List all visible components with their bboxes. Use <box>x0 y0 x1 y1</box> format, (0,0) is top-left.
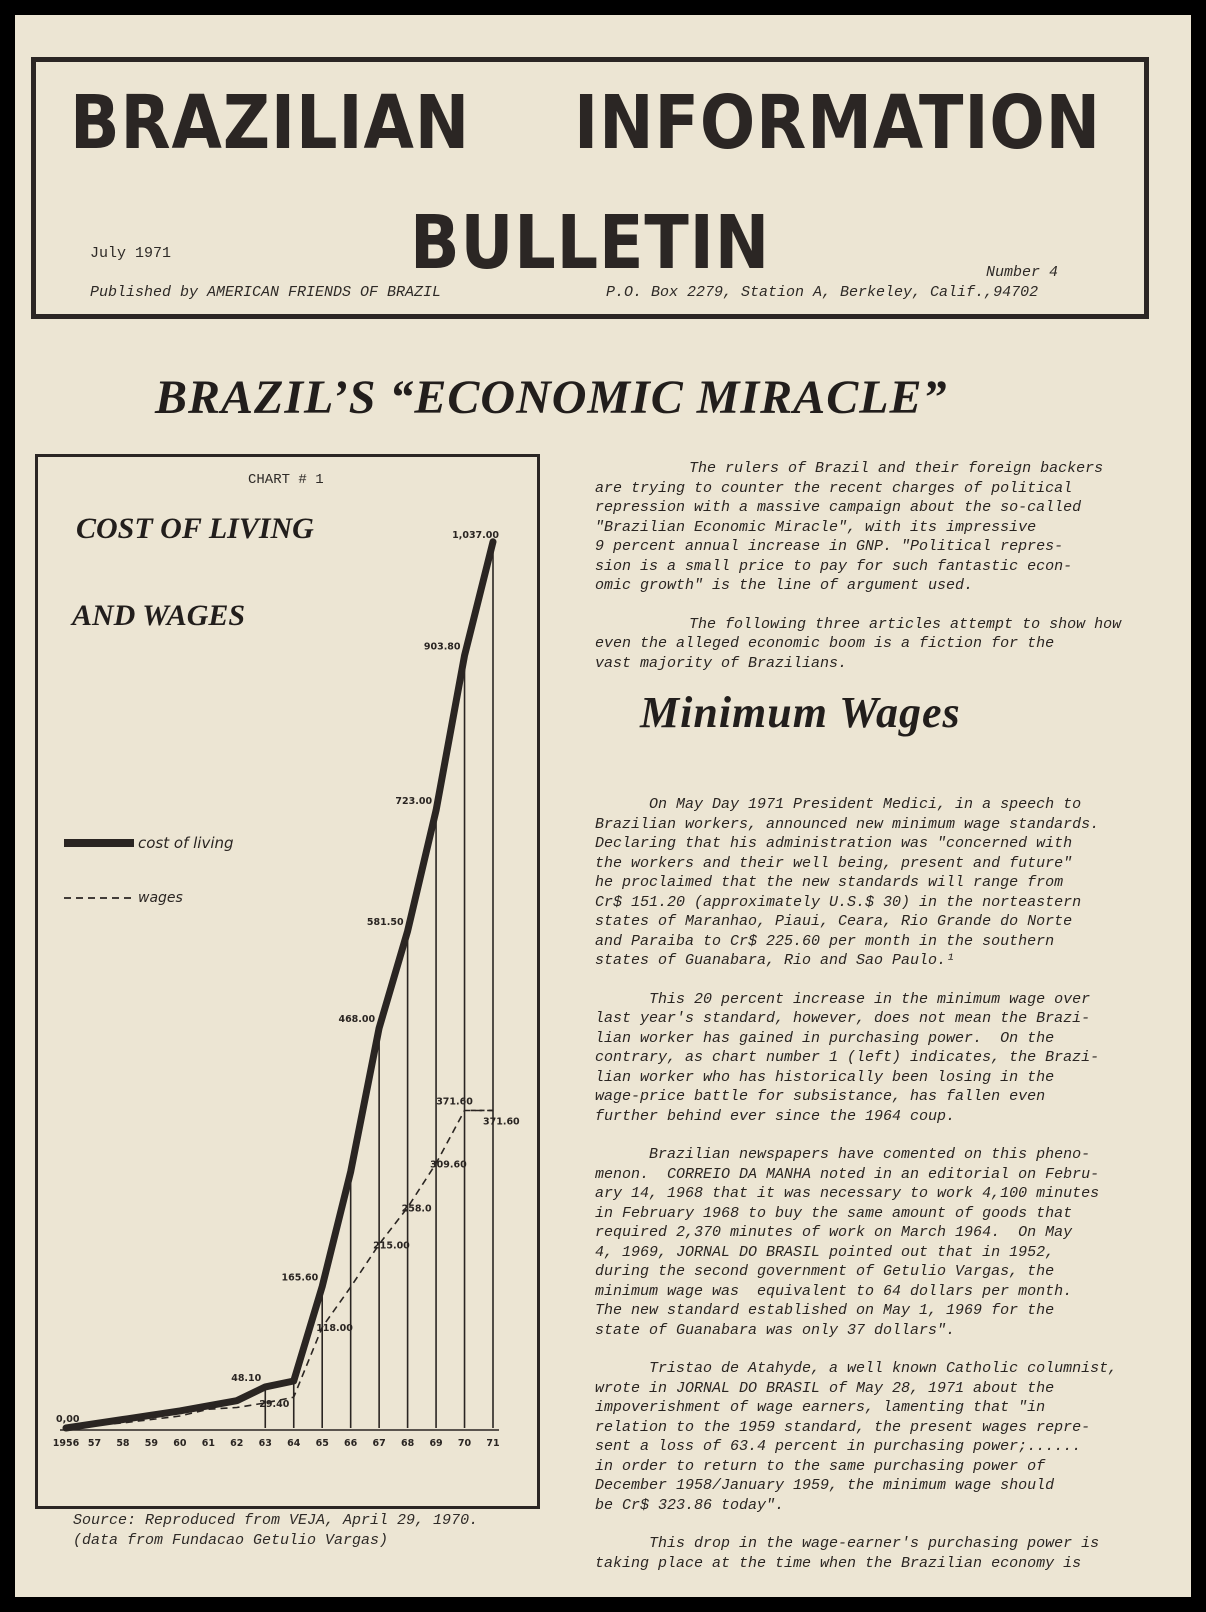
chart-title-line2: AND WAGES <box>72 599 246 632</box>
data-label-col-63: 48.10 <box>231 1372 262 1384</box>
chart-label: CHART # 1 <box>248 472 324 488</box>
x-tick-label-66: 66 <box>344 1438 358 1449</box>
body-paragraph-5: This drop in the wage-earner's purchasing power is taking place at the time when the Brazilian economy is <box>595 1535 1100 1572</box>
series-line-cost-of-living <box>66 542 493 1428</box>
x-tick-label-60: 60 <box>173 1438 187 1449</box>
data-label-wages-67: 215.00 <box>373 1240 410 1252</box>
x-tick-label-61: 61 <box>201 1438 215 1449</box>
data-label-wages-71: 371.60 <box>483 1116 520 1128</box>
bulletin-page <box>15 15 1191 1597</box>
x-tick-label-65: 65 <box>315 1438 329 1449</box>
data-label-wages-65: 118.00 <box>316 1323 353 1335</box>
x-tick-label-67: 67 <box>372 1438 386 1449</box>
body-paragraph-2: This 20 percent increase in the minimum wage over last year's standard, however, does not mean the Brazi- lian worker has gained in purchasing power. On the contrary, as chart number 1 (left) indicates, the Brazi- lian worker who has historically been losing in the wage-price battle for subsistance, has fallen even further behind ever since the 1964 coup. <box>595 990 1100 1125</box>
data-label-col-67: 468.00 <box>338 1014 376 1026</box>
x-tick-label-63: 63 <box>258 1438 272 1449</box>
body-paragraph-1: On May Day 1971 President Medici, in a speech to Brazilian workers, announced new minimum wage standards. Declaring that his administration was "concerned with the workers and their well being, present and future" he proclaimed that the new standards will range from Cr$ 151.20 (approximately U.S.$ 30) in the norteastern states of Maranhao, Piaui, Ceara, Rio Grande do Norte and Paraiba to Cr$ 225.60 per month in the southern states of Guanabara, Rio and Sao Paulo.¹ <box>595 796 1100 969</box>
intro-paragraph-2: The following three articles attempt to show how even the alleged economic boom is a fiction for the vast majority of Brazilians. <box>595 615 1122 672</box>
data-label-wages-68: 258.0 <box>401 1203 432 1215</box>
x-tick-label-71: 71 <box>486 1438 500 1449</box>
chart-title-line1: COST OF LIVING <box>76 512 314 545</box>
data-label-col-69: 723.00 <box>395 796 433 808</box>
x-tick-label-70: 70 <box>457 1438 472 1449</box>
masthead-word-brazilian: BRAZILIAN <box>70 80 471 166</box>
body-paragraph-3: Brazilian newspapers have comented on this pheno- menon. CORREIO DA MANHA noted in an editorial on Febru- ary 14, 1968 that it was necessary to work 4,100 minutes in February 1968 to buy the same amount of goods that required 2,370 minutes of work on March 1964. On May 4, 1969, JORNAL DO BRASIL pointed out that in 1952, during the second government of Getulio Vargas, the minimum wage was equivalent to 64 dollars per month. The new standard established on May 1, 1969 for the state of Guanabara was only 37 dollars". <box>595 1146 1100 1339</box>
x-tick-label-1956: 1956 <box>52 1438 80 1449</box>
section-heading-minimum-wages: Minimum Wages <box>640 688 961 737</box>
issue-date: July 1971 <box>90 245 172 262</box>
page-headline: BRAZIL’S “ECONOMIC MIRACLE” <box>155 371 948 424</box>
data-label-col-1956: 0,00 <box>56 1414 80 1425</box>
address-line: P.O. Box 2279, Station A, Berkeley, Calif.,94702 <box>606 284 1039 301</box>
x-tick-label-59: 59 <box>144 1438 159 1449</box>
intro-block <box>595 459 1165 673</box>
legend-label-wages: wages <box>138 890 183 906</box>
data-label-wages-63: 29.40 <box>259 1398 290 1410</box>
data-label-col-65: 165.60 <box>281 1272 319 1284</box>
data-label-col-71: 1,037.00 <box>452 529 499 541</box>
data-label-col-68: 581.50 <box>366 917 404 929</box>
x-tick-label-69: 69 <box>429 1438 443 1449</box>
data-label-col-70: 903.80 <box>423 641 461 653</box>
intro-paragraph-1: The rulers of Brazil and their foreign backers are trying to counter the recent charges of political repression with a massive campaign about the so-called "Brazilian Economic Miracle", with its impressive 9 percent annual increase in GNP. "Political repres- sion is a small price to pay for such fantastic econ- omic growth" is the line of argument used. <box>595 460 1104 594</box>
masthead <box>31 57 1149 319</box>
chart-source-line2: (data from Fundacao Getulio Vargas) <box>73 1532 389 1549</box>
x-tick-label-64: 64 <box>287 1438 301 1449</box>
chart-source-line1: Source: Reproduced from VEJA, April 29, 1970. <box>73 1512 479 1529</box>
data-label-wages-69: 309.60 <box>430 1159 467 1171</box>
series-line-wages <box>66 1111 493 1429</box>
masthead-word-bulletin: BULLETIN <box>410 200 771 286</box>
chart-frame <box>35 454 540 1509</box>
x-tick-label-68: 68 <box>400 1438 415 1449</box>
cost-of-living-wages-chart <box>38 457 537 1506</box>
x-tick-label-57: 57 <box>87 1438 102 1449</box>
x-tick-label-58: 58 <box>116 1438 130 1449</box>
body-paragraph-4: Tristao de Atahyde, a well known Catholic columnist, wrote in JORNAL DO BRASIL of May 28, 1971 about the impoverishment of wage earners, lamenting that "in relation to the 1959 standard, the present wages repre- sent a loss of 63.4 percent in purchasing power;...... in order to return to the same purchasing power of December 1958/January 1959, the minimum wage should be Cr$ 323.86 today". <box>595 1360 1118 1514</box>
masthead-word-information: INFORMATION <box>574 80 1102 166</box>
data-label-wages-70: 371.60 <box>436 1096 473 1108</box>
article-body <box>595 795 1165 1573</box>
issue-number: Number 4 <box>986 264 1059 281</box>
legend-label-cost-of-living: cost of living <box>138 834 234 852</box>
publisher-line: Published by AMERICAN FRIENDS OF BRAZIL <box>90 284 442 301</box>
x-tick-label-62: 62 <box>230 1438 244 1449</box>
